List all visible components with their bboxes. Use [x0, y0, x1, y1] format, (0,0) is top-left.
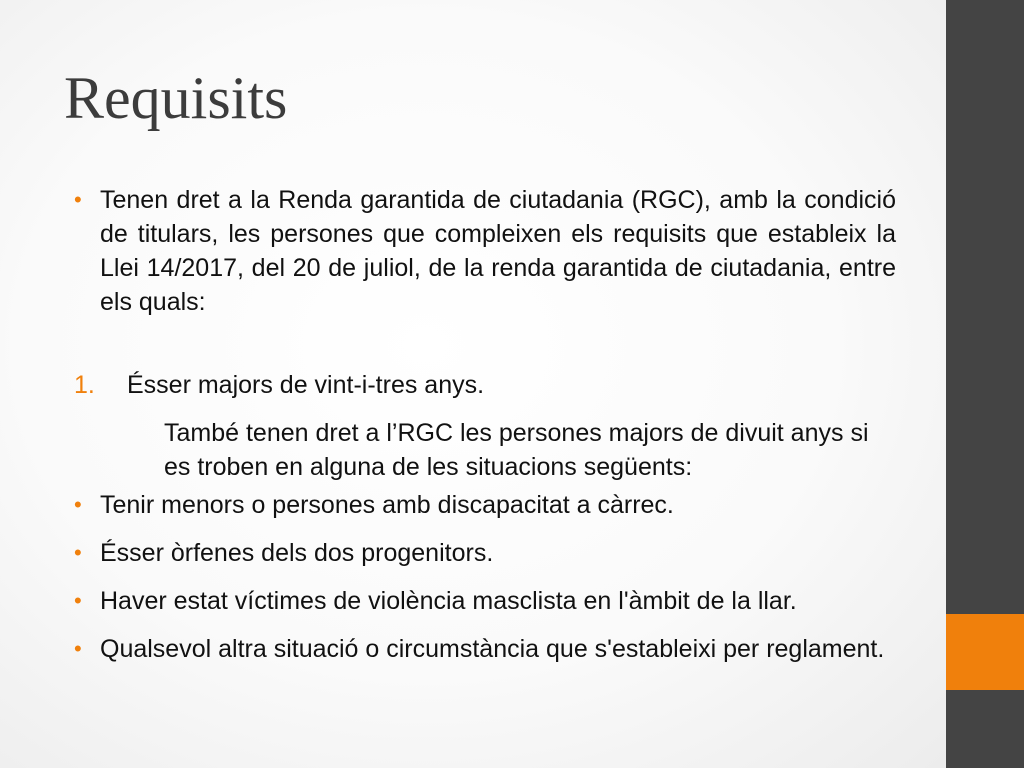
situation-bullet — [64, 584, 896, 618]
bullet-marker: • — [74, 187, 82, 212]
exception-text: També tenen dret a l’RGC les persones majors de divuit anys si es troben en alguna de les situacions següents: — [164, 419, 869, 481]
situation-text: Haver estat víctimes de violència masclista en l'àmbit de la llar. — [100, 587, 797, 615]
numbered-item-text: Ésser majors de vint-i-tres anys. — [127, 371, 485, 399]
slide-body — [64, 183, 896, 666]
bullet-marker: • — [74, 636, 82, 661]
numbered-item-1 — [64, 368, 896, 402]
situation-bullet — [64, 536, 896, 570]
situation-text: Qualsevol altra situació o circumstància que s'estableixi per reglament. — [100, 635, 885, 663]
situation-text: Ésser òrfenes dels dos progenitors. — [100, 539, 494, 567]
intro-bullet — [64, 183, 896, 319]
number-marker: 1. — [74, 371, 95, 399]
intro-text: Tenen dret a la Renda garantida de ciutadania (RGC), amb la condició de titulars, les persones que compleixen els requisits que estableix la Llei 14/2017, del 20 de juliol, de la renda garantida de ciutadania, entre els quals: — [100, 186, 896, 316]
situation-bullet — [64, 632, 896, 666]
sidebar-accent-block — [946, 614, 1024, 690]
bullet-marker: • — [74, 540, 82, 565]
slide-title: Requisits — [64, 65, 288, 131]
situation-text: Tenir menors o persones amb discapacitat a càrrec. — [100, 491, 674, 519]
bullet-marker: • — [74, 588, 82, 613]
bullet-marker: • — [74, 492, 82, 517]
indented-paragraph — [64, 416, 896, 484]
situation-bullet — [64, 488, 896, 522]
